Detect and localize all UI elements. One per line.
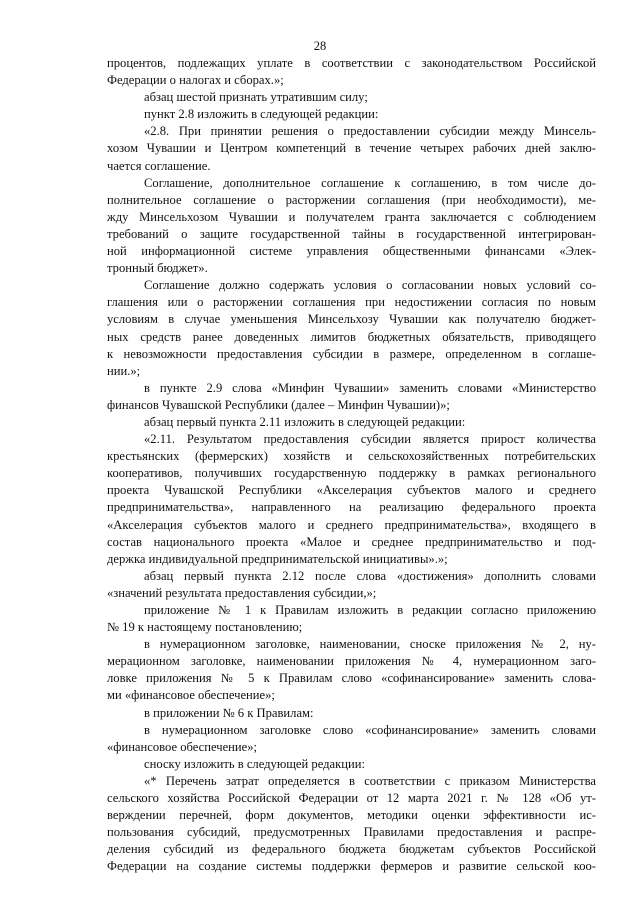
text-line: мерационном заголовке, наименовании приложения № 4, нумерационном заго- [107,654,596,669]
text-line: полнительное соглашение о расторжении соглашения (при необходимости), ме- [107,192,596,207]
text-line: в нумерационном заголовке, наименовании, сноске приложения № 2, ну- [144,637,596,652]
text-line: «финансовое обеспечение»; [107,739,258,754]
text-line: жду Минсельхозом Чувашии и получателем гранта заключается с соблюдением [107,209,596,224]
text-line: сноску изложить в следующей редакции: [144,756,365,771]
text-line: в приложении № 6 к Правилам: [144,705,314,720]
text-line: Федерации о налогах и сборах.»; [107,73,284,88]
text-line: крестьянских (фермерских) хозяйств и сельскохозяйственных потребительских [107,449,596,464]
text-line: деления субсидий из федерального бюджета бюджетам субъектов Российской [107,842,596,857]
text-line: ловке приложения № 5 к Правилам слово «софинансирование» заменить слова- [107,671,596,686]
text-line: Соглашение должно содержать условия о согласовании новых условий со- [144,278,596,293]
text-line: проекта Чувашской Республики «Акселерация субъектов малого и среднего [107,483,596,498]
text-line: состав национального проекта «Малое и среднее предпринимательство и под- [107,534,596,549]
text-line: ми «финансовое обеспечение»; [107,688,275,703]
text-line: тронный бюджет». [107,261,208,276]
text-line: пользования субсидий, предусмотренных Правилами предоставления и распре- [107,825,596,840]
text-line: «* Перечень затрат определяется в соответствии с приказом Министерства [144,773,596,788]
text-line: ных средств ранее доведенных лимитов бюджетных обязательств, приводящего [107,329,596,344]
text-line: держка индивидуальной предпринимательской инициативы».»; [107,551,448,566]
text-line: абзац шестой признать утратившим силу; [144,90,368,105]
text-line: абзац первый пункта 2.12 после слова «достижения» дополнить словами [144,568,596,583]
text-line: к невозможности предоставления субсидии в размере, определенном в соглаше- [107,346,596,361]
text-line: в нумерационном заголовке слово «софинансирование» заменить словами [144,722,596,737]
text-line: абзац первый пункта 2.11 изложить в следующей редакции: [144,414,466,429]
text-line: финансов Чувашской Республики (далее – Минфин Чувашии)»; [107,397,450,412]
text-line: требований о защите государственной тайны в государственной интегрирован- [107,226,596,241]
text-line: верждении перечней, форм документов, методики оценки эффективности ис- [107,808,596,823]
text-line: ной информационной системе управления общественными финансами «Элек- [107,244,596,259]
text-line: процентов, подлежащих уплате в соответствии с законодательством Российской [107,56,596,70]
text-line: сельского хозяйства Российской Федерации от 12 марта 2021 г. № 128 «Об ут- [107,791,596,806]
text-line: кооперативов, получивших государственную поддержку в рамках регионального [107,466,596,481]
text-line: в пункте 2.9 слова «Минфин Чувашии» заменить словами «Министерство [144,380,596,395]
text-line: нии.»; [107,363,141,378]
text-line: «Акселерация субъектов малого и среднего предпринимательства», входящего в [107,517,596,532]
text-line: Федерации на создание системы поддержки фермеров и развитие сельской коо- [107,859,596,874]
text-line: глашения или о расторжении соглашения при недостижении согласия по новым [107,295,596,310]
text-line: условиям в случае уменьшения Минсельхозу Чувашии как получателю бюджет- [107,312,596,327]
page-number: 28 [313,39,327,53]
text-line: чается соглашение. [107,158,211,173]
text-line: «значений результата предоставления субсидии,»; [107,585,377,600]
text-line: приложение № 1 к Правилам изложить в редакции согласно приложению [144,603,596,617]
text-line: Соглашение, дополнительное соглашение к соглашению, в том числе до- [144,175,596,190]
body-text [107,55,596,876]
text-line: хозом Чувашии и Центром компетенций в течение четырех рабочих дней заклю- [107,141,596,156]
text-line: «2.11. Результатом предоставления субсидии является прирост количества [144,432,596,447]
text-line: пункт 2.8 изложить в следующей редакции: [144,107,379,122]
text-line: предпринимательства», направленного на реализацию федерального проекта [107,500,596,515]
text-line: «2.8. При принятии решения о предоставлении субсидии между Минсель- [144,124,596,139]
text-line: № 19 к настоящему постановлению; [107,620,303,635]
